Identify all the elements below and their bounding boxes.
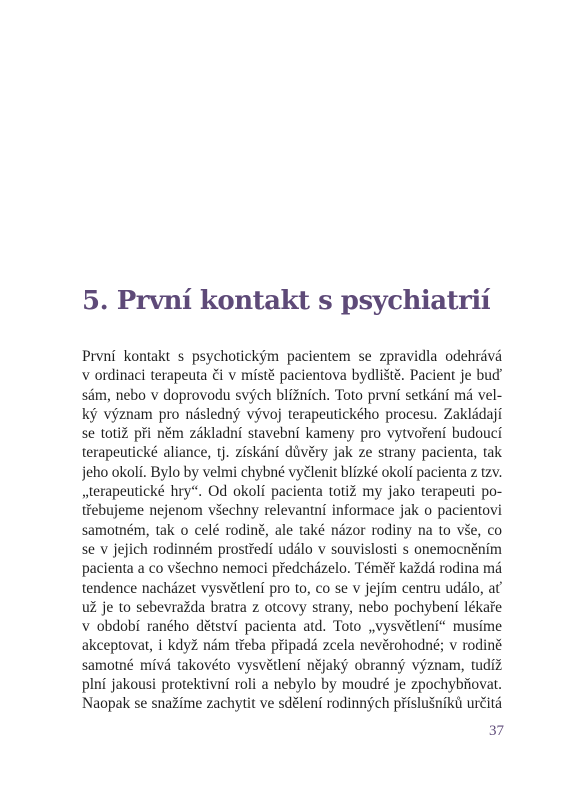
chapter-title: 5. První kontakt s psychiatrií bbox=[82, 286, 491, 316]
text-line: se v jejich rodinném prostředí událo v souvislosti s onemocněním bbox=[82, 540, 502, 558]
page-number: 37 bbox=[489, 723, 504, 739]
text-line: terapeutické aliance, tj. získání důvěry jak ze strany pacienta, tak bbox=[82, 444, 502, 462]
text-line: ký význam pro následný vývoj terapeutického procesu. Zakládají bbox=[82, 405, 502, 423]
text-line: už je to sebevražda bratra z otcovy strany, nebo pochybení lékaře bbox=[82, 598, 502, 616]
text-line: První kontakt s psychotickým pacientem se zpravidla odehrává bbox=[82, 348, 502, 365]
text-line: samotném, tak o celé rodině, ale také názor rodiny na to vše, co bbox=[82, 521, 502, 539]
text-line: v ordinaci terapeuta či v místě pacientova bydliště. Pacient je buď bbox=[82, 367, 502, 385]
text-line: se totiž při něm základní stavební kameny pro vytvoření budoucí bbox=[82, 425, 502, 443]
body-paragraph bbox=[82, 347, 502, 714]
text-line: jeho okolí. Bylo by velmi chybné vyčlenit blízké okolí pacienta z tzv. bbox=[82, 463, 502, 481]
text-line: pacienta a co všechno nemoci předcházelo. Téměř každá rodina má bbox=[82, 560, 502, 578]
text-line: sám, nebo v doprovodu svých blížních. Toto první setkání má vel- bbox=[82, 386, 502, 404]
text-line: Naopak se snažíme zachytit ve sdělení rodinných příslušníků určitá bbox=[82, 695, 502, 713]
text-line: třebujeme nejenom všechny relevantní informace jak o pacientovi bbox=[82, 502, 502, 520]
text-line: tendence nacházet vysvětlení pro to, co se v jejím centru událo, ať bbox=[82, 579, 502, 597]
text-line: akceptovat, i když nám třeba připadá zcela nevěrohodné; v rodině bbox=[82, 637, 502, 655]
text-line: plní jakousi protektivní roli a nebylo by moudré je zpochybňovat. bbox=[82, 676, 502, 694]
text-line: samotné mívá takovéto vysvětlení nějaký obranný význam, tudíž bbox=[82, 656, 502, 674]
text-line: „terapeutické hry“. Od okolí pacienta totiž my jako terapeuti po- bbox=[82, 483, 502, 501]
text-line: v období raného dětství pacienta atd. Toto „vysvětlení“ musíme bbox=[82, 618, 502, 636]
